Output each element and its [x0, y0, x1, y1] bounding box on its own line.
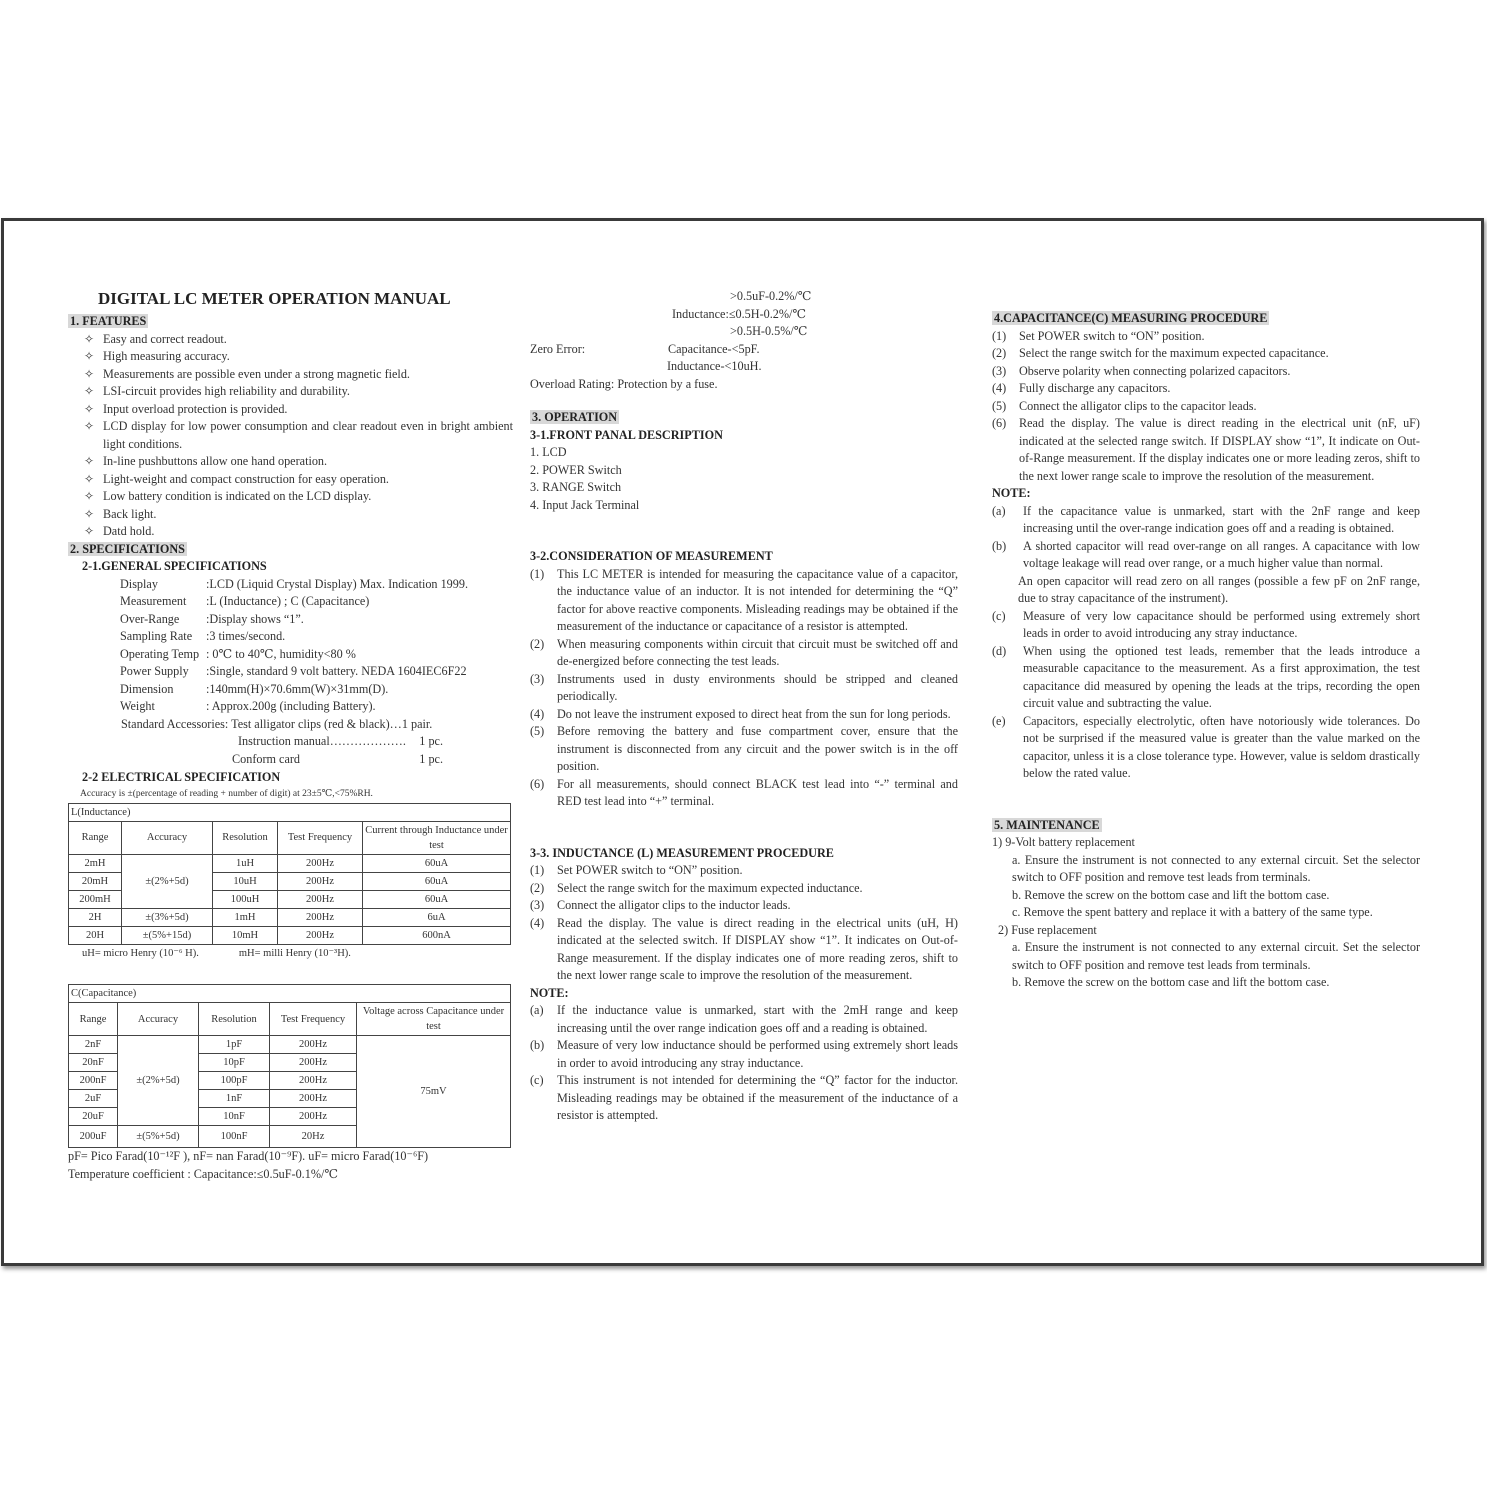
spec-row: Dimension :140mm(H)×70.6mm(W)×31mm(D).	[120, 681, 389, 696]
list-item: (2) Select the range switch for the maximum expected capacitance.	[992, 346, 1329, 360]
list-item: (d) When using the optioned test leads, remember that the leads introduce a measurable capacitance to the measurement. As a first approximation, the test capacitance did measured by opening the leads at the trips, recording the open circuit value and subtracting the value.	[992, 643, 1420, 710]
temp-coeff-inductance: Inductance:≤0.5H-0.2%/℃	[672, 306, 807, 321]
bullet-icon: ✧	[84, 454, 95, 468]
list-item: (3) Instruments used in dusty environments should be stripped and cleaned periodically.	[530, 671, 958, 703]
inductance-table	[68, 803, 511, 945]
panel-item: 3. RANGE Switch	[530, 480, 622, 494]
feature-item: ✧ Low battery condition is indicated on the LCD display.	[68, 488, 513, 506]
specifications-heading: 2. SPECIFICATIONS	[70, 541, 185, 556]
spec-row: Measurement :L (Inductance) ; C (Capacitance)	[120, 594, 370, 608]
table-row: 2H ±(3%+5d) 1mH 200Hz 6uA	[69, 908, 511, 926]
feature-item: ✧ LCD display for low power consumption and clear readout even in bright ambient light conditions.	[68, 418, 513, 453]
list-item: (6) For all measurements, should connect BLACK test lead into “-” terminal and RED test lead into “+” terminal.	[530, 776, 958, 808]
consideration-heading: 3-2.CONSIDERATION OF MEASUREMENT	[530, 549, 773, 563]
table-row: 200nF 100pF 200Hz	[69, 1072, 511, 1090]
list-item: (5) Connect the alligator clips to the capacitor leads.	[992, 398, 1257, 413]
list-item: (3) Observe polarity when connecting polarized capacitors.	[992, 363, 1291, 378]
temperature-coefficient: Temperature coefficient : Capacitance:≤0.5uF-0.1%/℃	[68, 1166, 338, 1181]
list-item: (c) Measure of very low capacitance should be performed using extremely short leads in order to avoid introducing any stray inductance.	[992, 608, 1420, 640]
table-row: 200mH 100uH 200Hz 60uA	[69, 890, 511, 908]
features-heading: 1. FEATURES	[70, 314, 147, 328]
feature-item: ✧ Back light.	[68, 506, 513, 524]
list-item: (e) Capacitors, especially electrolytic, often have notoriously wide tolerances. Do not be surprised if the measured value is greater than the value marked on the capacitor, unless it is a close tolerance type. However, value is seldom drastically below the rated value.	[992, 713, 1420, 780]
table-row: 20uF 10nF 200Hz	[69, 1108, 511, 1126]
note-label: NOTE:	[992, 486, 1031, 500]
feature-item: ✧ In-line pushbuttons allow one hand operation.	[68, 453, 513, 471]
accessories: Standard Accessories: Test alligator clips (red & black)…1 pair.	[121, 716, 433, 731]
bullet-icon: ✧	[84, 331, 95, 346]
table-row: 200uF ±(5%+5d) 100nF 20Hz	[69, 1126, 511, 1148]
fuse-heading: 2) Fuse replacement	[998, 922, 1097, 937]
table-header-row: Range Accuracy Resolution Test Frequency Current through Inductance under test	[69, 821, 511, 854]
table-header-row: Range Accuracy Resolution Test Frequency Voltage across Capacitance under test	[69, 1003, 511, 1036]
spec-row: Display :LCD (Liquid Crystal Display) Max. Indication 1999.	[120, 576, 468, 591]
maintenance-heading: 5. MAINTENANCE	[994, 817, 1100, 832]
document-title: DIGITAL LC METER OPERATION MANUAL	[98, 289, 451, 308]
bullet-icon: ✧	[84, 349, 95, 363]
inductance-procedure-heading: 3-3. INDUCTANCE (L) MEASUREMENT PROCEDURE	[530, 845, 834, 860]
general-spec-heading: 2-1.GENERAL SPECIFICATIONS	[82, 559, 267, 573]
table-row: 20H ±(5%+15d) 10mH 200Hz 600nA	[69, 926, 511, 944]
features-list	[68, 331, 513, 541]
bullet-icon: ✧	[84, 524, 95, 538]
feature-item: ✧ Easy and correct readout.	[68, 331, 513, 349]
list-item: (4) Fully discharge any capacitors.	[992, 381, 1171, 395]
battery-heading: 1) 9-Volt battery replacement	[992, 835, 1135, 849]
list-item: (2) When measuring components within circuit that circuit must be switched off and de-energized before connecting the test leads.	[530, 636, 958, 668]
feature-item: ✧ High measuring accuracy.	[68, 348, 513, 366]
spec-row: Over-Range :Display shows “1”.	[120, 611, 304, 626]
list-item: (1) Set POWER switch to “ON” position.	[992, 328, 1205, 343]
list-item: (a) If the inductance value is unmarked, start with the 2mH range and keep increasing until the over range indication goes off and a reading is obtained.	[530, 1003, 958, 1035]
panel-heading: 3-1.FRONT PANAL DESCRIPTION	[530, 427, 723, 442]
capacitance-procedure-heading: 4.CAPACITANCE(C) MEASURING PROCEDURE	[994, 311, 1268, 325]
table-row: 2uF 1nF 200Hz	[69, 1090, 511, 1108]
table-row: 2nF ±(2%+5d) 1pF 200Hz 75mV	[69, 1036, 511, 1054]
column-1	[68, 288, 513, 1183]
table-row: 2mH ±(2%+5d) 1uH 200Hz 60uA	[69, 854, 511, 872]
accessory-row: Conform card 1 pc.	[232, 751, 443, 766]
electrical-spec-heading: 2-2 ELECTRICAL SPECIFICATION	[82, 770, 281, 784]
list-item: b. Remove the screw on the bottom case and lift the bottom case.	[1012, 887, 1330, 902]
list-item: (1) Set POWER switch to “ON” position.	[530, 863, 743, 877]
inductance-footnote: uH= micro Henry (10⁻⁶ H). mH= milli Henry (10⁻³H).	[82, 947, 351, 959]
table-caption: L(Inductance)	[69, 803, 511, 821]
list-item: (c) This instrument is not intended for determining the “Q” factor for the inductor. Misleading readings may be obtained if the measurement of the inductance of a resistor is attempted.	[530, 1073, 958, 1122]
panel-item: 1. LCD	[530, 445, 567, 459]
list-item: (5) Before removing the battery and fuse compartment cover, ensure that the instrument is disconnected from any circuit and the power switch is in the off position.	[530, 724, 958, 773]
general-spec-list	[68, 576, 513, 716]
feature-item: ✧ Input overload protection is provided.	[68, 401, 513, 419]
panel-item: 4. Input Jack Terminal	[530, 497, 640, 512]
feature-item: ✧ Light-weight and compact construction for easy operation.	[68, 471, 513, 489]
column-3	[992, 310, 1420, 992]
list-item: (3) Connect the alligator clips to the inductor leads.	[530, 898, 791, 912]
list-item: (4) Read the display. The value is direct reading in the electrical units (uH, H) indicated at the selected switch. If DISPLAY show “1”. It indicates on Out-of-Range measurement. If the display indicates one of more reading zeros, shift to the next lower range scale to improve the resolution of the measurement.	[530, 915, 958, 982]
bullet-icon: ✧	[84, 489, 95, 503]
operation-heading: 3. OPERATION	[532, 410, 618, 424]
open-capacitor-note: An open capacitor will read zero on all ranges (possible a few pF on 2nF range, due to stray capacitance of the instrument).	[1018, 573, 1420, 605]
feature-item: ✧ Datd hold.	[68, 523, 513, 541]
overload-rating: Overload Rating: Protection by a fuse.	[530, 376, 718, 391]
bullet-icon: ✧	[84, 366, 95, 381]
list-item: (2) Select the range switch for the maximum expected inductance.	[530, 880, 863, 895]
list-item: a. Ensure the instrument is not connected to any external circuit. Set the selector switch to OFF position and remove test leads from terminals.	[1012, 852, 1420, 884]
capacitance-footnote: pF= Pico Farad(10⁻¹²F ), nF= nan Farad(10⁻⁹F). uF= micro Farad(10⁻⁶F)	[68, 1149, 429, 1163]
list-item: (1) This LC METER is intended for measuring the capacitance value of a capacitor, the inductance value of an inductor. It is not intended for determining the “Q” factor for above reactive components. Misleading readings may be obtained if the measurement of the inductance or capacitance of a resistor is attempted.	[530, 566, 958, 633]
spec-row: Power Supply :Single, standard 9 volt battery. NEDA 1604IEC6F22	[120, 664, 467, 678]
note-label: NOTE:	[530, 985, 569, 1000]
feature-item: ✧ Measurements are possible even under a strong magnetic field.	[68, 366, 513, 384]
list-item: (b) Measure of very low inductance should be performed using extremely short leads in order to avoid introducing any stray inductance.	[530, 1038, 958, 1070]
column-2	[530, 288, 958, 1125]
list-item: (b) A shorted capacitor will read over-range on all ranges. A capacitance with low voltage leakage will read over range, or a much higher value than normal.	[992, 538, 1420, 570]
capacitance-table	[68, 984, 511, 1148]
panel-item: 2. POWER Switch	[530, 462, 622, 477]
accuracy-note: Accuracy is ±(percentage of reading + number of digit) at 23±5℃,<75%RH.	[80, 788, 373, 799]
table-caption: C(Capacitance)	[69, 985, 511, 1003]
spec-row: Operating Temp : 0℃ to 40℃, humidity<80 %	[120, 646, 356, 661]
list-item: (6) Read the display. The value is direct reading in the electrical unit (nF, uF) indicated at the selected range switch. If DISPLAY show “1”, It indicate on Out-of-Range measurement. If the display indicates one or more leading zeros, shift to the next lower range scale to improve the resolution of the measurement.	[992, 416, 1420, 483]
temp-coeff-inductance-2: >0.5H-0.5%/℃	[730, 324, 808, 338]
table-row: 20nF 10pF 200Hz	[69, 1054, 511, 1072]
list-item: c. Remove the spent battery and replace it with a battery of the same type.	[1012, 905, 1373, 919]
bullet-icon: ✧	[84, 506, 95, 521]
bullet-icon: ✧	[84, 401, 95, 416]
zero-error-inductance: Inductance-<10uH.	[667, 359, 762, 373]
bullet-icon: ✧	[84, 471, 95, 486]
accessory-row: Instruction manual………………. 1 pc.	[238, 734, 443, 748]
table-row: 20mH 10uH 200Hz 60uA	[69, 872, 511, 890]
bullet-icon: ✧	[84, 384, 95, 398]
list-item: (a) If the capacitance value is unmarked, start with the 2nF range and keep increasing until the over-range indication goes off and a reading is obtained.	[992, 503, 1420, 535]
list-item: (4) Do not leave the instrument exposed to direct heat from the sun for long periods.	[530, 706, 951, 721]
bullet-icon: ✧	[84, 419, 95, 433]
zero-error: Zero Error: Capacitance-<5pF.	[530, 341, 760, 356]
list-item: b. Remove the screw on the bottom case and lift the bottom case.	[1012, 975, 1330, 989]
spec-row: Weight : Approx.200g (including Battery).	[120, 699, 376, 713]
feature-item: ✧ LSI-circuit provides high reliability and durability.	[68, 383, 513, 401]
list-item: a. Ensure the instrument is not connected to any external circuit. Set the selector switch to OFF position and remove test leads from terminals.	[1012, 940, 1420, 972]
temp-coeff-cont: >0.5uF-0.2%/℃	[730, 289, 812, 303]
spec-row: Sampling Rate :3 times/second.	[120, 629, 286, 643]
